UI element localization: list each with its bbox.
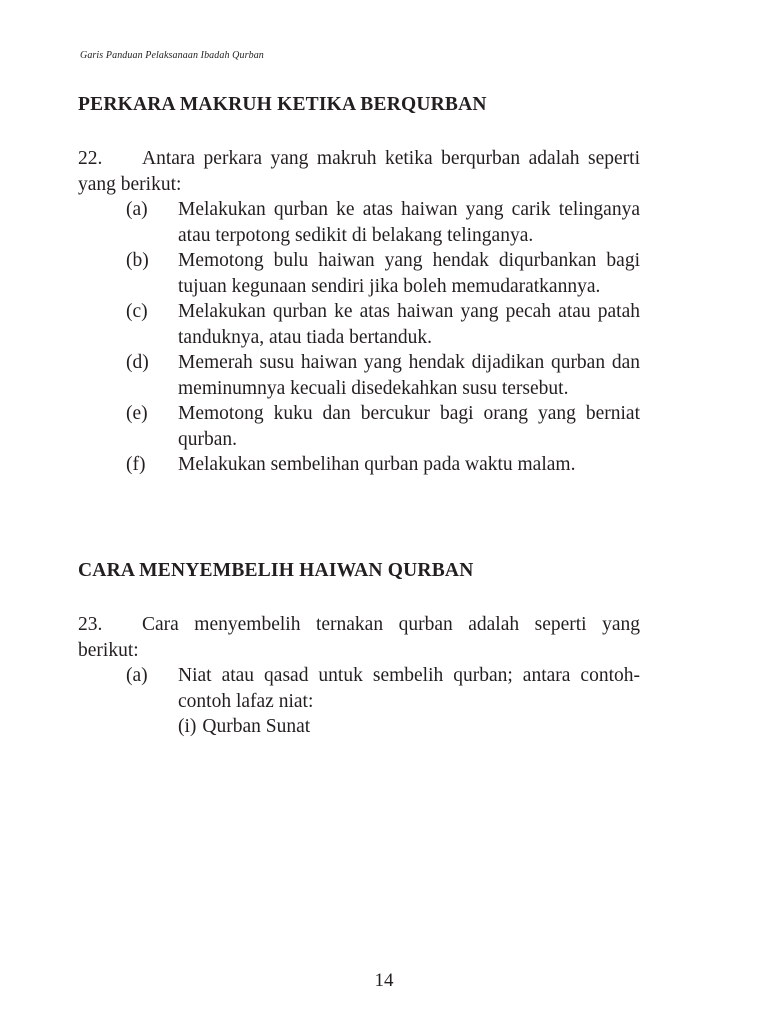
- paragraph-number: 23.: [78, 614, 103, 635]
- sublist-item-text: Qurban Sunat: [202, 716, 311, 737]
- list-item: [126, 248, 640, 299]
- section-heading-makruh: PERKARA MAKRUH KETIKA BERQURBAN: [78, 94, 487, 115]
- list-item-text: Melakukan sembelihan qurban pada waktu malam.: [178, 454, 576, 475]
- list-marker: (e): [126, 403, 148, 424]
- paragraph-intro: Cara menyembelih ternakan qurban adalah seperti yang berikut:: [78, 614, 640, 661]
- niat-sublist: [178, 714, 640, 740]
- list-marker: (a): [126, 199, 148, 220]
- list-item: [126, 401, 640, 452]
- list-marker: (b): [126, 250, 149, 271]
- list-marker: (a): [126, 665, 148, 686]
- paragraph-number: 22.: [78, 148, 103, 169]
- list-item-content: [178, 663, 640, 740]
- cara-list: [126, 663, 640, 740]
- list-item-text: Niat atau qasad untuk sembelih qurban; antara contoh-contoh lafaz niat:: [178, 665, 640, 712]
- makruh-list: [126, 197, 640, 478]
- page-number: 14: [374, 970, 394, 991]
- sublist-marker: (i): [178, 716, 197, 737]
- list-item-text: Memotong kuku dan bercukur bagi orang yang berniat qurban.: [178, 403, 640, 450]
- sublist-item: [178, 714, 640, 740]
- running-header: Garis Panduan Pelaksanaan Ibadah Qurban: [80, 50, 264, 61]
- list-item-text: Memotong bulu haiwan yang hendak diqurbankan bagi tujuan kegunaan sendiri jika boleh memudaratkannya.: [178, 250, 640, 297]
- list-item: [126, 197, 640, 248]
- paragraph-22: [78, 146, 640, 197]
- list-item: [126, 452, 640, 478]
- section-heading-cara-menyembelih: CARA MENYEMBELIH HAIWAN QURBAN: [78, 560, 474, 581]
- list-item-text: Melakukan qurban ke atas haiwan yang carik telinganya atau terpotong sedikit di belakang telinganya.: [178, 199, 640, 246]
- list-item-text: Memerah susu haiwan yang hendak dijadikan qurban dan meminumnya kecuali disedekahkan susu tersebut.: [178, 352, 640, 399]
- list-item: [126, 663, 640, 740]
- list-item-text: Melakukan qurban ke atas haiwan yang pecah atau patah tanduknya, atau tiada bertanduk.: [178, 301, 640, 348]
- list-item: [126, 299, 640, 350]
- list-marker: (c): [126, 301, 148, 322]
- list-marker: (d): [126, 352, 149, 373]
- paragraph-intro: Antara perkara yang makruh ketika berqurban adalah seperti yang berikut:: [78, 148, 640, 195]
- paragraph-23: [78, 612, 640, 663]
- list-item: [126, 350, 640, 401]
- list-marker: (f): [126, 454, 146, 475]
